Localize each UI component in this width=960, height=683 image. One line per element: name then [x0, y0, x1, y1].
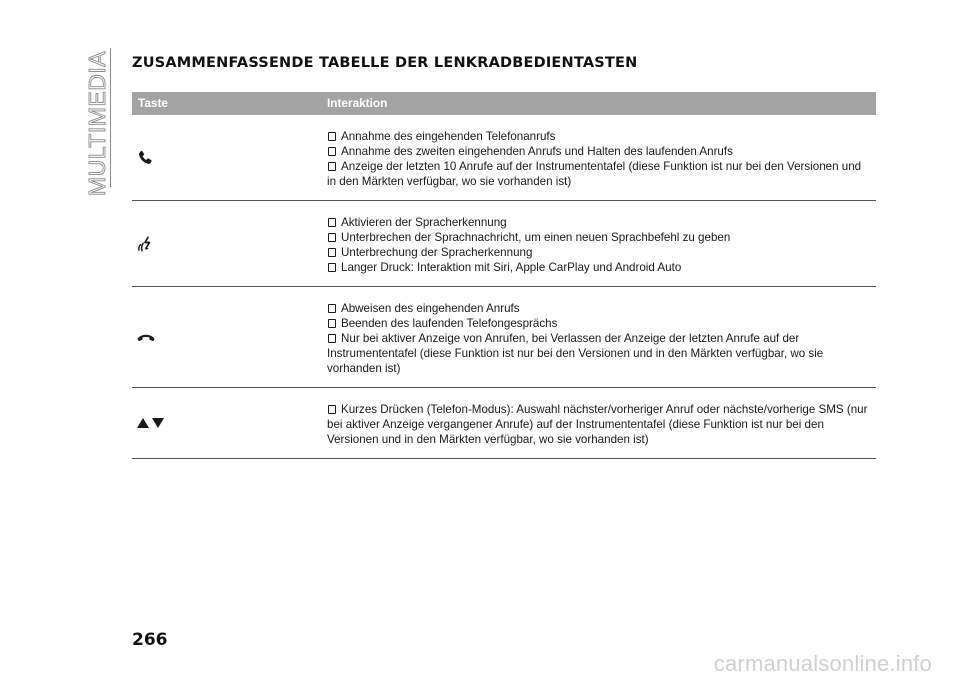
list-item-text: Langer Druck: Interaktion mit Siri, Apple CarPlay und Android Auto: [341, 261, 682, 274]
key-cell: [132, 287, 321, 388]
interaction-cell: [321, 201, 876, 287]
column-header-key: Taste: [132, 92, 321, 115]
table-header-row: [132, 92, 876, 115]
list-item-text: Aktivieren der Spracherkennung: [341, 216, 507, 229]
bullet-icon: [328, 233, 336, 242]
key-cell: [132, 201, 321, 287]
table-row: [132, 287, 876, 388]
list-item-text: Annahme des zweiten eingehenden Anrufs und Halten des laufenden Anrufs: [341, 145, 733, 158]
steering-controls-table: [132, 92, 876, 459]
column-header-interaction: Interaktion: [321, 92, 876, 115]
list-item: [327, 260, 868, 275]
bullet-icon: [328, 218, 336, 227]
list-item: [327, 230, 868, 245]
bullet-icon: [328, 405, 336, 414]
table-row: [132, 115, 876, 201]
key-cell: [132, 115, 321, 201]
phone-hangup-icon: [136, 331, 156, 343]
phone-answer-icon: [136, 149, 154, 167]
list-item: [327, 215, 868, 230]
section-tab-label: MULTIMEDIA: [84, 50, 111, 196]
list-item: [327, 301, 868, 316]
voice-command-icon: [136, 234, 154, 254]
bullet-icon: [328, 304, 336, 313]
list-item-text: Anzeige der letzten 10 Anrufe auf der Instrumententafel (diese Funktion ist nur bei den Versionen und in den Märkten verfügbar, wo sie vorhanden ist): [327, 160, 862, 188]
list-item-text: Unterbrechen der Sprachnachricht, um einen neuen Sprachbefehl zu geben: [341, 231, 731, 244]
list-item: [327, 331, 868, 376]
list-item: [327, 144, 868, 159]
interaction-cell: [321, 115, 876, 201]
up-down-arrows-icon: [136, 417, 166, 429]
page-number: 266: [132, 630, 168, 650]
bullet-icon: [328, 263, 336, 272]
bullet-icon: [328, 147, 336, 156]
list-item: [327, 245, 868, 260]
list-item: [327, 129, 868, 144]
list-item-text: Abweisen des eingehenden Anrufs: [341, 302, 520, 315]
list-item-text: Beenden des laufenden Telefongesprächs: [341, 317, 558, 330]
list-item-text: Nur bei aktiver Anzeige von Anrufen, bei Verlassen der Anzeige der letzten Anrufe auf der Instrumententafel (diese Funktion ist nur bei den Versionen und in den Märkten verfügbar, wo sie vorhanden ist): [327, 332, 824, 375]
bullet-icon: [328, 162, 336, 171]
list-item-text: Annahme des eingehenden Telefonanrufs: [341, 130, 556, 143]
list-item: [327, 402, 868, 447]
table-row: [132, 201, 876, 287]
list-item: [327, 316, 868, 331]
list-item: [327, 159, 868, 189]
section-tab: [84, 50, 112, 196]
watermark: carmanualsonline.info: [713, 651, 932, 676]
table-row: [132, 388, 876, 459]
page-title: ZUSAMMENFASSENDE TABELLE DER LENKRADBEDIENTASTEN: [132, 55, 638, 71]
list-item-text: Kurzes Drücken (Telefon-Modus): Auswahl nächster/vorheriger Anruf oder nächste/vorherige SMS (nur bei aktiver Anzeige vergangener Anrufe) auf der Instrumententafel (diese Funktion ist nur bei den Versionen und in den Märkten verfügbar, wo sie vorhanden ist): [327, 403, 868, 446]
list-item-text: Unterbrechung der Spracherkennung: [341, 246, 533, 259]
key-cell: [132, 388, 321, 459]
bullet-icon: [328, 248, 336, 257]
interaction-cell: [321, 388, 876, 459]
interaction-cell: [321, 287, 876, 388]
bullet-icon: [328, 132, 336, 141]
bullet-icon: [328, 319, 336, 328]
bullet-icon: [328, 334, 336, 343]
